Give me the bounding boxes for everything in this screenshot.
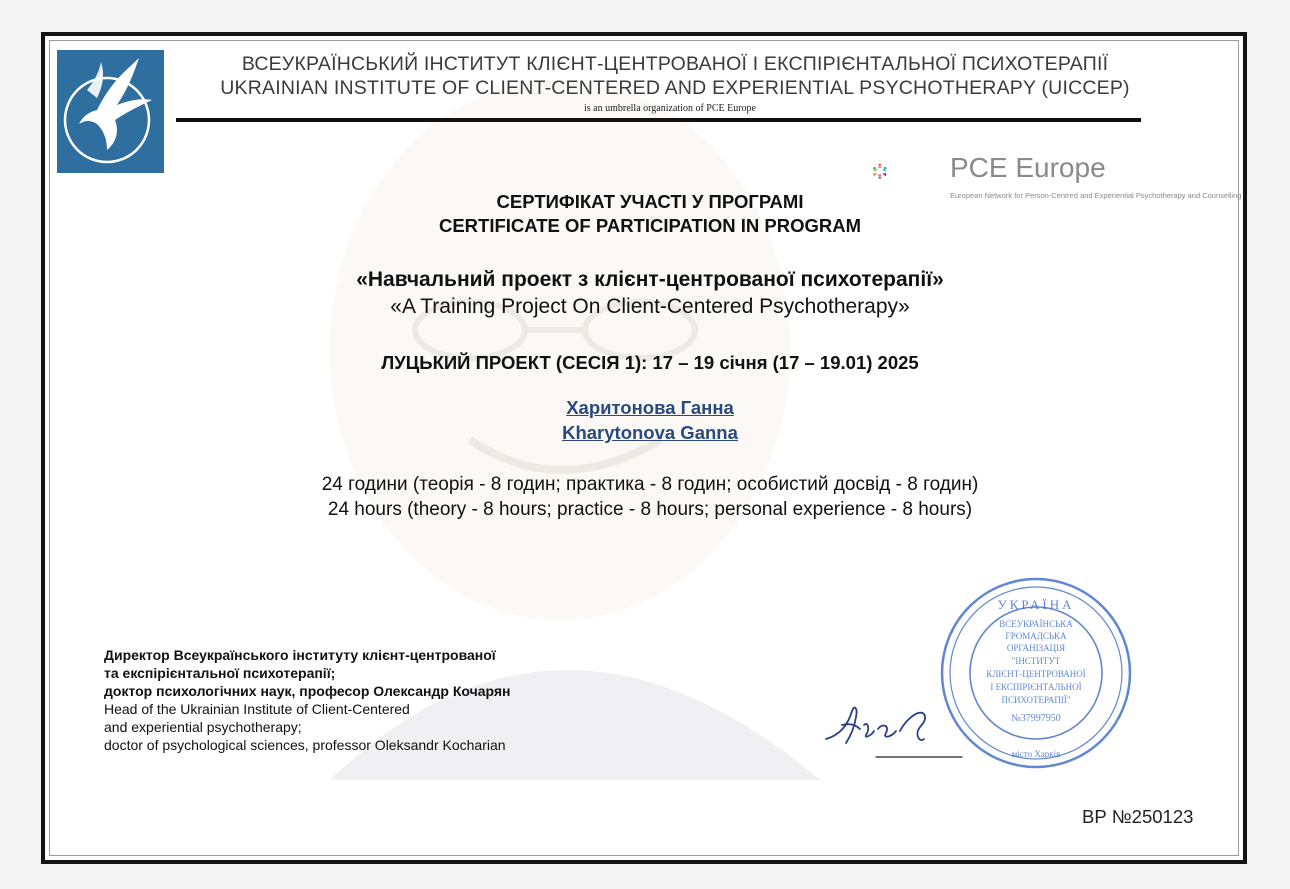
header-rule bbox=[176, 118, 1141, 122]
svg-text:№37997950: №37997950 bbox=[1011, 713, 1061, 724]
session-info: ЛУЦЬКИЙ ПРОЕКТ (СЕСІЯ 1): 17 – 19 січня (17 – 19.01) 2025 bbox=[381, 352, 919, 373]
svg-text:ГРОМАДСЬКА: ГРОМАДСЬКА bbox=[1005, 631, 1067, 641]
pce-europe-title: PCE Europe bbox=[950, 152, 1106, 183]
signatory-en-line2: and experiential psychotherapy; bbox=[104, 719, 302, 735]
svg-text:І ЕКСПІРІЄНТАЛЬНОЇ: І ЕКСПІРІЄНТАЛЬНОЇ bbox=[990, 682, 1082, 692]
org-name-en: UKRAINIAN INSTITUTE OF CLIENT-CENTERED AND EXPERIENTIAL PSYCHOTHERAPY (UICCEP) bbox=[220, 77, 1130, 99]
certificate-number: ВР №250123 bbox=[1082, 806, 1194, 827]
svg-text:місто Харків: місто Харків bbox=[1011, 749, 1061, 759]
signatory-ua-line2: та експірієнтальної психотерапії; bbox=[104, 665, 336, 681]
handwritten-signature-icon bbox=[820, 695, 970, 765]
dove-logo-icon bbox=[57, 50, 164, 173]
signatory-block bbox=[104, 646, 510, 754]
pce-europe-subtitle: European Network for Person-Centred and Experiential Psychotherapy and Counselling bbox=[950, 191, 1242, 200]
signatory-ua-line3: доктор психологічних наук, професор Олександр Кочарян bbox=[104, 683, 511, 699]
recipient-name-ua: Харитонова Ганна bbox=[566, 397, 734, 418]
svg-text:КЛІЄНТ-ЦЕНТРОВАНОЇ: КЛІЄНТ-ЦЕНТРОВАНОЇ bbox=[986, 669, 1086, 679]
project-title-ua: «Навчальний проект з клієнт-центрованої психотерапії» bbox=[356, 268, 944, 291]
certificate-title-en: CERTIFICATE OF PARTICIPATION IN PROGRAM bbox=[438, 215, 862, 236]
svg-text:ПСИХОТЕРАПІЇ": ПСИХОТЕРАПІЇ" bbox=[1001, 695, 1071, 705]
certificate-title-ua: СЕРТИФІКАТ УЧАСТІ У ПРОГРАМІ bbox=[496, 191, 804, 212]
umbrella-note: is an umbrella organization of PCE Europe bbox=[584, 103, 756, 114]
signatory-en-line3: doctor of psychological sciences, professor Oleksandr Kocharian bbox=[104, 737, 506, 753]
hours-en: 24 hours (theory - 8 hours; practice - 8 hours; personal experience - 8 hours) bbox=[327, 499, 973, 520]
svg-text:ВСЕУКРАЇНСЬКА: ВСЕУКРАЇНСЬКА bbox=[999, 619, 1073, 629]
project-title-en: «A Training Project On Client-Centered Psychotherapy» bbox=[390, 295, 910, 318]
signatory-en-line1: Head of the Ukrainian Institute of Client-Centered bbox=[104, 701, 410, 717]
svg-text:УКРАЇНА: УКРАЇНА bbox=[997, 597, 1075, 612]
signatory-ua-line1: Директор Всеукраїнського інституту клієнт-центрованої bbox=[104, 647, 496, 663]
recipient-name-en: Kharytonova Ganna bbox=[562, 422, 738, 443]
svg-text:"ІНСТИТУТ: "ІНСТИТУТ bbox=[1011, 656, 1061, 666]
svg-text:ОРГАНІЗАЦІЯ: ОРГАНІЗАЦІЯ bbox=[1006, 643, 1066, 653]
hours-ua: 24 години (теорія - 8 годин; практика - 8 годин; особистий досвід - 8 годин) bbox=[321, 474, 979, 495]
org-name-ua: ВСЕУКРАЇНСЬКИЙ ІНСТИТУТ КЛІЄНТ-ЦЕНТРОВАНОЇ І ЕКСПІРІЄНТАЛЬНОЇ ПСИХОТЕРАПІЇ bbox=[241, 53, 1109, 75]
